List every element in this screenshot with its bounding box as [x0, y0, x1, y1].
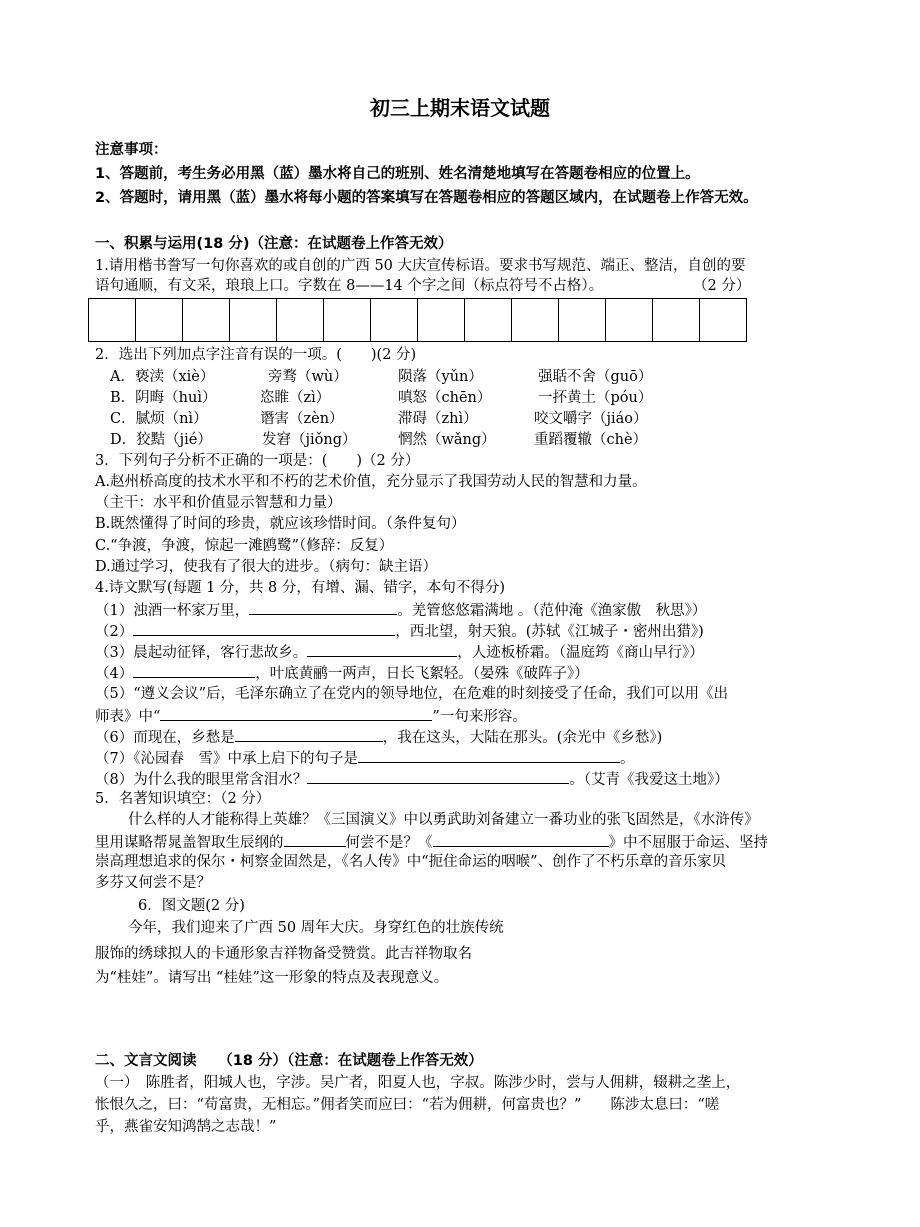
q4-item-4-text: （4） [95, 666, 134, 682]
q2-option: 恣睢（zì） [260, 390, 331, 406]
q4-item-3 [95, 641, 704, 663]
q2-option: 陨落（yǔn） [398, 369, 483, 385]
q4-item-7-text: 。 [619, 751, 635, 767]
q5-line-1: 什么样的人才能称得上英雄？《三国演义》中以勇武助刘备建立一番功业的张飞固然是，《水浒传》 [128, 812, 759, 828]
grid-cell[interactable] [559, 298, 606, 342]
grid-cell[interactable] [418, 298, 465, 342]
q4-item-8-text: （8）为什么我的眼里常含泪水？ [95, 772, 308, 788]
section1-heading: 一、积累与运用(18 分)（注意：在试题卷上作答无效） [95, 236, 453, 252]
q4-item-1-text: （1）浊酒一杯家万里， [95, 603, 250, 619]
section2-heading: 二、文言文阅读 （18 分）（注意：在试题卷上作答无效） [95, 1053, 483, 1069]
q3-option-a-note: （主干：水平和价值显示智慧和力量） [95, 495, 342, 511]
notice-heading: 注意事项： [95, 142, 168, 158]
q4-item-6 [95, 726, 662, 748]
q4-item-3-text: （3）晨起动征铎，客行悲故乡。 [95, 645, 308, 661]
passage-line-1: （一） 陈胜者，阳城人也，字涉。吴广者，阳夏人也，字叔。陈涉少时，尝与人佣耕，辍耕之垄上， [95, 1075, 741, 1091]
q2-stem: 2．选出下列加点字注音有误的一项。( )(2 分) [95, 347, 417, 363]
q2-option: 旁骛（wù） [268, 369, 348, 385]
q2-option: 惘然（wǎng） [398, 432, 496, 448]
notice-line-2: 2、答题时，请用黑（蓝）墨水将每小题的答案填写在答题卷相应的答题区域内，在试题卷上作答无效。 [95, 190, 758, 206]
answer-blank[interactable] [307, 768, 569, 784]
q2-option: D．狡黠（jié） [110, 432, 212, 448]
grid-cell[interactable] [183, 298, 230, 342]
q4-item-2-text: （2） [95, 624, 134, 640]
q4-item-4 [95, 662, 589, 684]
q3-option-c: C.“争渡，争渡，惊起一滩鸥鹭”（修辞：反复） [95, 538, 394, 554]
answer-blank[interactable] [133, 662, 255, 678]
q4-item-2-text: ，西北望，射天狼。(苏轼《江城子・密州出猎》) [395, 624, 704, 640]
q5-line-2-text: 里用谋略帮晁盖智取生辰纲的 [95, 835, 284, 851]
q6-line-2: 服饰的绣球拟人的卡通形象吉祥物备受赞赏。此吉祥物取名 [95, 946, 472, 962]
q3-option-b: B.既然懂得了时间的珍贵，就应该珍惜时间。（条件复句） [95, 516, 466, 532]
answer-blank[interactable] [235, 726, 383, 742]
q2-option: 一抔黄土（póu） [538, 390, 653, 406]
q5-stem: 5．名著知识填空：（2 分） [95, 791, 271, 807]
q6-line-3: 为“桂娃”。请写出 “桂娃”这一形象的特点及表现意义。 [95, 970, 449, 986]
q5-line-4: 多芬又何尝不是？ [95, 875, 211, 891]
grid-cell[interactable] [465, 298, 512, 342]
q5-line-2-text: 何尝不是？《 [345, 835, 433, 851]
q2-option: 重蹈覆辙（chè） [534, 432, 648, 448]
q1-points: （2 分） [693, 278, 751, 294]
q5-line-2 [95, 831, 768, 853]
answer-blank[interactable] [307, 641, 457, 657]
grid-cell[interactable] [371, 298, 418, 342]
q2-option: 滞碍（zhì） [398, 411, 478, 427]
answer-blank[interactable] [433, 831, 609, 847]
q3-stem: 3．下列句子分析不正确的一项是：( )（2 分） [95, 453, 420, 469]
q4-item-5-text: 师表》中“ [95, 709, 161, 725]
q4-item-6-text: ，我在这头，大陆在那头。(余光中《乡愁》) [382, 730, 663, 746]
q4-item-5-line-2 [95, 705, 527, 727]
writing-grid[interactable] [88, 298, 747, 342]
q4-item-1 [95, 599, 706, 621]
q2-option: A．亵渎（xiè） [110, 369, 215, 385]
q4-item-6-text: （6）而现在，乡愁是 [95, 730, 235, 746]
q3-option-d: D.通过学习，使我有了很大的进步。（病句：缺主语） [95, 559, 437, 575]
q4-item-2 [95, 620, 704, 642]
q1-line-1: 1.请用楷书誊写一句你喜欢的或自创的广西 50 大庆宣传标语。要求书写规范、端正、整洁，自创的要 [95, 258, 746, 274]
q5-line-2-text: 》中不屈服于命运、坚持 [608, 835, 768, 851]
grid-cell[interactable] [653, 298, 700, 342]
answer-blank[interactable] [358, 747, 620, 763]
q4-item-7-text: （7）《沁园春 雪》中承上启下的句子是 [95, 751, 358, 767]
q2-option: 强聒不舍（guō） [538, 369, 653, 385]
q4-item-8 [95, 768, 729, 790]
answer-blank[interactable] [284, 831, 346, 847]
q4-item-7 [95, 747, 634, 769]
passage-line-3: 乎，燕雀安知鸿鹄之志哉！” [95, 1119, 277, 1135]
grid-cell[interactable] [324, 298, 371, 342]
q6-line-1: 今年，我们迎来了广西 50 周年大庆。身穿红色的壮族传统 [128, 920, 504, 936]
q4-item-5-text: ”一句来形容。 [432, 709, 527, 725]
q5-line-3: 崇高理想追求的保尔・柯察金固然是，《名人传》中“扼住命运的咽喉”、创作了不朽乐章的音乐家贝 [95, 854, 727, 870]
grid-cell[interactable] [89, 298, 136, 342]
q2-option: B．阴晦（huì） [110, 390, 217, 406]
q4-item-8-text: 。（艾青《我爱这土地》） [569, 772, 729, 788]
q4-item-1-text: 。羌管悠悠霜满地 。（范仲淹《渔家傲 秋思》） [397, 603, 707, 619]
grid-cell[interactable] [512, 298, 559, 342]
q4-item-4-text: ，叶底黄鹂一两声，日长飞絮轻。（晏殊《破阵子》） [255, 666, 589, 682]
answer-blank[interactable] [133, 620, 395, 636]
q3-option-a: A.赵州桥高度的技术水平和不朽的艺术价值，充分显示了我国劳动人民的智慧和力量。 [95, 474, 647, 490]
grid-cell[interactable] [136, 298, 183, 342]
grid-cell[interactable] [606, 298, 653, 342]
grid-cell[interactable] [277, 298, 324, 342]
notice-line-1: 1、答题前，考生务必用黑（蓝）墨水将自己的班别、姓名清楚地填写在答题卷相应的位置上。 [95, 166, 700, 182]
q2-option: 咬文嚼字（jiáo） [534, 411, 648, 427]
q6-stem: 6．图文题(2 分) [138, 898, 245, 914]
answer-blank[interactable] [160, 705, 432, 721]
q2-option: 嗔怒（chēn） [398, 390, 492, 406]
q4-stem: 4.诗文默写(每题 1 分，共 8 分，有增、漏、错字，本句不得分) [95, 580, 506, 596]
passage-line-2: 怅恨久之，曰：“苟富贵，无相忘。”佣者笑而应曰：“若为佣耕，何富贵也？” 陈涉太息曰：“嗟 [95, 1097, 720, 1113]
q2-option: 发窘（jiǒng） [262, 432, 357, 448]
page-title: 初三上期末语文试题 [370, 96, 550, 120]
q2-option: C．腻烦（nì） [110, 411, 208, 427]
q4-item-5-line-1: （5）“遵义会议”后，毛泽东确立了在党内的领导地位，在危难的时刻接受了任命，我们可以用《出 [95, 686, 729, 702]
q4-item-3-text: ，人迹板桥霜。（温庭筠《商山早行》） [457, 645, 704, 661]
q1-line-2: 语句通顺，有文采，琅琅上口。字数在 8——14 个字之间（标点符号不占格）。 [95, 278, 604, 294]
q2-option: 谮害（zèn） [260, 411, 344, 427]
grid-cell[interactable] [230, 298, 277, 342]
grid-cell[interactable] [700, 298, 747, 342]
answer-blank[interactable] [249, 599, 397, 615]
